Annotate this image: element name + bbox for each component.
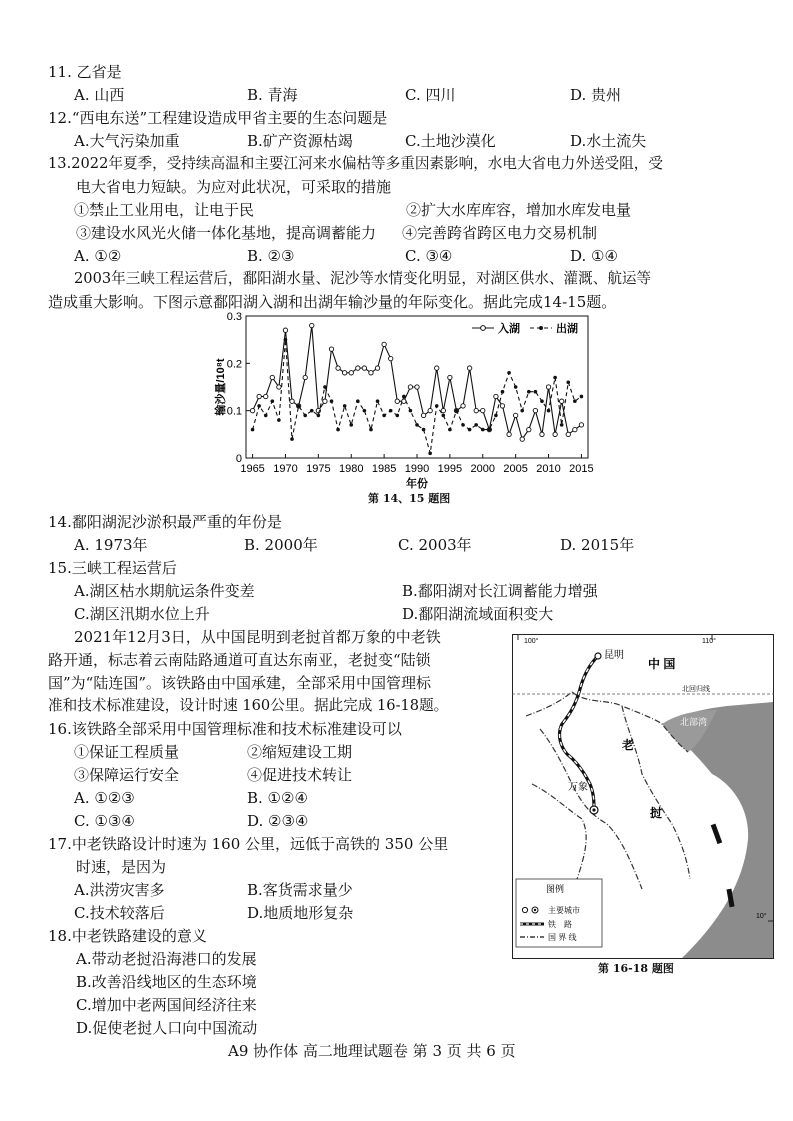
data-point-inflow [421, 413, 425, 417]
lon-100-label: 100° [524, 638, 539, 645]
data-point-outflow [566, 380, 570, 384]
x-tick-label: 2005 [503, 463, 528, 475]
data-point-inflow [494, 394, 498, 398]
data-point-inflow [441, 408, 445, 412]
data-point-inflow [500, 404, 504, 408]
series-line-outflow [253, 340, 582, 454]
data-point-inflow [566, 432, 570, 436]
x-tick-label: 1965 [240, 463, 265, 475]
data-point-inflow [356, 366, 360, 370]
data-point-outflow [343, 404, 347, 408]
q12-option-d: D.水土流失 [570, 132, 647, 150]
data-point-inflow [257, 394, 261, 398]
y-tick-label: 0 [235, 453, 242, 465]
q15-stem: 15.三峡工程运营后 [48, 559, 177, 577]
legend-border-label: 国 界 线 [548, 933, 577, 942]
q13-item-2: ②扩大水库库容，增加水库发电量 [406, 201, 632, 219]
kunming-city-marker [595, 653, 601, 659]
x-tick-label: 2015 [569, 463, 594, 475]
data-point-outflow [303, 414, 307, 418]
q14-option-d: D. 2015年 [560, 536, 635, 554]
q11-stem: 11. 乙省是 [48, 63, 122, 81]
data-point-inflow [283, 328, 287, 332]
data-point-outflow [560, 423, 564, 427]
data-point-outflow [527, 390, 531, 394]
q13-option-a: A. ①② [74, 247, 122, 265]
data-point-outflow [297, 404, 301, 408]
data-point-outflow [277, 418, 281, 422]
q13-option-d: D. ①④ [570, 247, 618, 265]
data-point-outflow [363, 409, 367, 413]
data-point-inflow [303, 375, 307, 379]
q14-option-a: A. 1973年 [74, 536, 148, 554]
data-point-outflow [468, 428, 472, 432]
data-point-outflow [415, 423, 419, 427]
data-point-inflow [290, 399, 294, 403]
data-point-outflow [435, 404, 439, 408]
q18-stem: 18.中老铁路建设的意义 [48, 927, 207, 945]
q15-option-a: A.湖区枯水期航运条件变差 [74, 582, 255, 600]
data-point-outflow [520, 409, 524, 413]
data-point-outflow [290, 437, 294, 441]
q13-item-3: ③建设水风光火储一体化基地，提高调蓄能力 [76, 224, 377, 242]
data-point-inflow [579, 423, 583, 427]
data-point-inflow [507, 432, 511, 436]
map-caption: 第 16-18 题图 [598, 962, 674, 975]
data-point-inflow [533, 408, 537, 412]
data-point-inflow [369, 371, 373, 375]
data-point-inflow [349, 371, 353, 375]
data-point-inflow [573, 427, 577, 431]
x-tick-label: 1975 [306, 463, 331, 475]
data-point-inflow [474, 408, 478, 412]
q18-option-c: C.增加中老两国间经济往来 [76, 996, 257, 1014]
x-axis-label: 年份 [406, 478, 428, 490]
data-point-outflow [448, 428, 452, 432]
y-axis-label: 输沙量/10⁸t [215, 358, 227, 416]
data-point-inflow [520, 437, 524, 441]
x-tick-label: 1970 [273, 463, 298, 475]
legend-label-inflow: 入湖 [498, 323, 520, 335]
data-point-outflow [488, 428, 492, 432]
data-point-outflow [507, 371, 511, 375]
data-point-outflow [428, 451, 432, 455]
data-point-outflow [251, 428, 255, 432]
data-point-outflow [356, 399, 360, 403]
x-tick-label: 1995 [437, 463, 463, 475]
legend-label-outflow: 出湖 [556, 323, 578, 335]
x-tick-label: 2010 [536, 463, 561, 475]
q12-option-c: C.土地沙漠化 [405, 132, 496, 150]
intro14-line1: 2003年三峡工程运营后，鄱阳湖水量、泥沙等水情变化明显，对湖区供水、灌溉、航运等 [74, 270, 652, 287]
data-point-outflow [336, 428, 340, 432]
q12-option-b: B.矿产资源枯竭 [247, 132, 353, 150]
data-point-inflow [336, 366, 340, 370]
data-point-inflow [375, 366, 379, 370]
q16-stem: 16.该铁路全部采用中国管理标准和技术标准建设可以 [48, 720, 402, 738]
data-point-inflow [323, 399, 327, 403]
q18-option-b: B.改善沿线地区的生态环境 [76, 973, 257, 991]
chart-caption: 第 14、15 题图 [368, 492, 451, 505]
q17-stem-line2: 时速，是因为 [76, 858, 167, 876]
data-point-inflow [388, 356, 392, 360]
q13-item-4: ④完善跨省跨区电力交易机制 [402, 224, 598, 242]
data-point-inflow [513, 413, 517, 417]
data-point-outflow [501, 390, 505, 394]
data-point-outflow [461, 423, 465, 427]
laos-label-lao: 老 [622, 738, 635, 752]
data-point-outflow [264, 414, 268, 418]
q17-option-b: B.客货需求量少 [247, 881, 353, 899]
q12-option-a: A.大气污染加重 [74, 132, 180, 150]
data-point-inflow [553, 432, 557, 436]
data-point-inflow [481, 408, 485, 412]
gulf-label: 北部湾 [680, 717, 708, 727]
q16-option-c: C. ①③④ [74, 812, 135, 830]
q18-option-a: A.带动老挝沿海港口的发展 [76, 950, 257, 968]
lon-110-label: 110° [702, 638, 716, 645]
q13-item-1: ①禁止工业用电，让电于民 [74, 201, 255, 219]
kunming-label: 昆明 [604, 650, 624, 661]
data-point-inflow [428, 408, 432, 412]
q16-option-d: D. ②③④ [247, 812, 309, 830]
q15-option-c: C.湖区汛期水位上升 [74, 605, 210, 623]
data-point-outflow [553, 376, 557, 380]
data-point-inflow [415, 385, 419, 389]
q16-option-b: B. ①②④ [247, 789, 308, 807]
legend-marker-inflow [481, 326, 486, 331]
data-point-outflow [455, 409, 459, 413]
data-point-outflow [481, 428, 485, 432]
data-point-outflow [422, 428, 426, 432]
q14-stem: 14.鄱阳湖泥沙淤积最严重的年份是 [48, 513, 282, 531]
q15-option-d: D.鄱阳湖流域面积变大 [402, 605, 554, 623]
data-point-inflow [310, 323, 314, 327]
data-point-inflow [342, 371, 346, 375]
q11-option-d: D. 贵州 [570, 86, 622, 104]
data-point-outflow [494, 414, 498, 418]
data-point-outflow [580, 395, 584, 399]
q16-item-4: ④促进技术转让 [247, 766, 353, 784]
data-point-inflow [270, 375, 274, 379]
x-tick-label: 1990 [404, 463, 430, 475]
laos-railway-map [512, 634, 774, 959]
y-tick-label: 0.3 [226, 311, 242, 323]
q13-option-c: C. ③④ [405, 247, 453, 265]
data-point-outflow [540, 399, 544, 403]
q16-item-2: ②缩短建设工期 [247, 743, 353, 761]
data-point-outflow [474, 423, 478, 427]
x-tick-label: 2000 [470, 463, 496, 475]
intro16-line4: 准和技术标准建设，设计时速 160公里。据此完成 16-18题。 [48, 697, 449, 714]
q18-option-d: D.促使老挝人口向中国流动 [76, 1019, 258, 1037]
intro16-line2: 路开通，标志着云南陆路通道可直达东南亚，老挝变“陆锁 [48, 651, 431, 669]
data-point-outflow [389, 409, 393, 413]
data-point-outflow [317, 414, 321, 418]
data-point-outflow [514, 385, 518, 389]
data-point-inflow [408, 385, 412, 389]
intro16-line1: 2021年12月3日，从中国昆明到老挝首都万象的中老铁 [74, 628, 441, 646]
legend-title: 图例 [546, 884, 565, 894]
data-point-outflow [442, 414, 446, 418]
legend-rail-label: 铁 路 [548, 920, 572, 929]
lat-10-label: 10° [756, 913, 767, 920]
q16-item-1: ①保证工程质量 [74, 743, 180, 761]
data-point-inflow [540, 432, 544, 436]
data-point-outflow [409, 409, 413, 413]
data-point-outflow [330, 399, 334, 403]
y-tick-label: 0.1 [226, 405, 242, 418]
legend-marker-outflow [539, 326, 543, 330]
q17-option-c: C.技术较落后 [74, 904, 165, 922]
q13-stem-line1: 13.2022年夏季，受持续高温和主要江河来水偏枯等多重因素影响，水电大省电力外送受阻，受 [48, 155, 663, 172]
data-point-inflow [250, 408, 254, 412]
q11-option-c: C. 四川 [405, 86, 456, 104]
q17-option-a: A.洪涝灾害多 [74, 881, 165, 899]
data-point-outflow [257, 404, 261, 408]
data-point-outflow [284, 338, 288, 342]
data-point-outflow [376, 399, 380, 403]
data-point-outflow [271, 399, 275, 403]
data-point-inflow [277, 385, 281, 389]
data-point-inflow [329, 347, 333, 351]
data-point-outflow [349, 423, 353, 427]
data-point-inflow [448, 375, 452, 379]
data-point-outflow [310, 409, 314, 413]
data-point-inflow [461, 404, 465, 408]
data-point-outflow [382, 414, 386, 418]
q14-option-b: B. 2000年 [244, 536, 318, 554]
data-point-outflow [547, 409, 551, 413]
q17-option-d: D.地质地形复杂 [247, 904, 354, 922]
q13-option-b: B. ②③ [247, 247, 295, 265]
q11-option-b: B. 青海 [247, 86, 298, 104]
data-point-inflow [546, 385, 550, 389]
q15-option-b: B.鄱阳湖对长江调蓄能力增强 [402, 582, 598, 600]
data-point-outflow [534, 390, 538, 394]
x-tick-label: 1985 [371, 463, 397, 475]
sediment-chart [200, 308, 600, 490]
page-footer: A9 协作体 高二地理试题卷 第 3 页 共 6 页 [228, 1042, 516, 1060]
q14-option-c: C. 2003年 [398, 536, 472, 554]
series-line-inflow [253, 326, 582, 440]
data-point-outflow [323, 385, 327, 389]
q13-stem-line2: 电大省电力短缺。为应对此状况，可采取的措施 [76, 178, 392, 196]
q16-item-3: ③保障运行安全 [74, 766, 180, 784]
data-point-outflow [395, 414, 399, 418]
data-point-outflow [402, 395, 406, 399]
data-point-inflow [382, 342, 386, 346]
data-point-inflow [435, 366, 439, 370]
data-point-inflow [395, 399, 399, 403]
data-point-inflow [559, 399, 563, 403]
q12-stem: 12.“西电东送”工程建设造成甲省主要的生态问题是 [48, 109, 388, 127]
china-label: 中 国 [648, 657, 676, 671]
y-tick-label: 0.2 [226, 358, 242, 371]
data-point-inflow [264, 394, 268, 398]
data-point-outflow [573, 399, 577, 403]
q11-option-a: A. 山西 [74, 86, 125, 104]
laos-label-wo: 挝 [650, 806, 663, 820]
data-point-outflow [369, 428, 373, 432]
data-point-inflow [527, 427, 531, 431]
legend-city-label: 主要城市 [548, 906, 580, 915]
intro16-line3: 国”为“陆连国”。该铁路由中国承建，全部采用中国管理标 [48, 674, 432, 692]
x-tick-label: 1980 [338, 463, 364, 475]
data-point-inflow [467, 366, 471, 370]
tropic-label: 北回归线 [682, 686, 710, 693]
q16-option-a: A. ①②③ [74, 789, 135, 807]
q17-stem-line1: 17.中老铁路设计时速为 160 公里，远低于高铁的 350 公里 [48, 835, 449, 853]
vientiane-label: 万象 [568, 782, 588, 793]
data-point-inflow [362, 366, 366, 370]
intro14-line2: 造成重大影响。下图示意鄱阳湖入湖和出湖年输沙量的年际变化。据此完成14-15题。 [48, 293, 617, 311]
